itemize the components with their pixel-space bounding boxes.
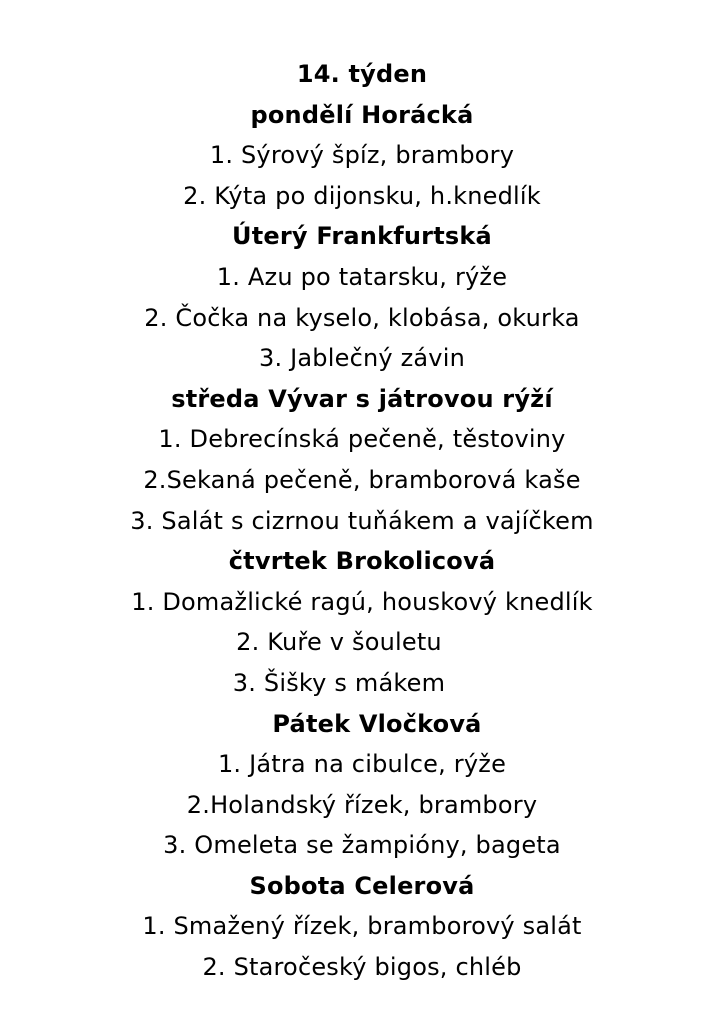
menu-item: 2. Staročeský bigos, chléb (202, 953, 522, 982)
menu-item: 3. Salát s cizrnou tuňákem a vajíčkem (130, 506, 594, 535)
day-heading-thursday: čtvrtek Brokolicová (228, 547, 496, 576)
menu-item: 2. Kuře v šouletu (236, 628, 442, 657)
menu-item: 3. Omeleta se žampióny, bageta (163, 831, 561, 860)
menu-item: 1. Sýrový špíz, brambory (209, 141, 515, 170)
menu-item: 2.Holandský řízek, brambory (186, 790, 538, 819)
menu-item: 2. Kýta po dijonsku, h.knedlík (183, 181, 541, 210)
menu-item: 1. Azu po tatarsku, rýže (216, 262, 508, 291)
day-heading-monday: pondělí Horácká (250, 100, 474, 129)
menu-item: 1. Smažený řízek, bramborový salát (142, 912, 582, 941)
day-heading-friday: Pátek Vločková (272, 709, 482, 738)
day-heading-saturday: Sobota Celerová (249, 871, 475, 900)
menu-item: 3. Šišky s mákem (232, 668, 446, 697)
week-title: 14. týden (296, 60, 428, 88)
menu-item: 3. Jablečný závin (258, 344, 465, 373)
menu-item: 1. Domažlické ragú, houskový knedlík (131, 587, 593, 616)
weekly-menu (0, 54, 724, 988)
menu-item: 1. Játra na cibulce, rýže (217, 750, 507, 779)
day-heading-wednesday: středa Vývar s játrovou rýží (171, 384, 553, 413)
menu-item: 2. Čočka na kyselo, klobása, okurka (144, 303, 580, 332)
menu-item: 2.Sekaná pečeně, bramborová kaše (143, 465, 581, 494)
menu-item: 1. Debrecínská pečeně, těstoviny (158, 425, 566, 454)
day-heading-tuesday: Úterý Frankfurtská (232, 222, 492, 251)
